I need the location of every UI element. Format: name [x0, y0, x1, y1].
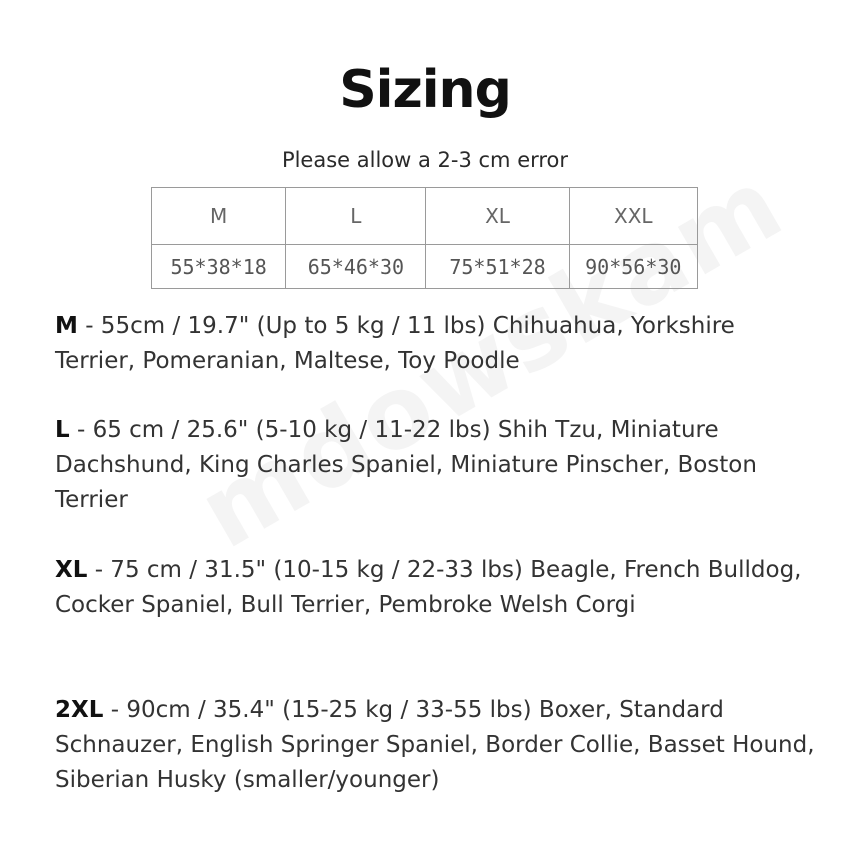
size-description-l	[55, 413, 815, 518]
size-description-m	[55, 309, 815, 379]
size-header-xxl: XXL	[569, 188, 697, 245]
size-label: 2XL	[55, 697, 104, 723]
size-text: - 75 cm / 31.5" (10-15 kg / 22-33 lbs) Beagle, French Bulldog, Cocker Spaniel, Bull Terrier, Pembroke Welsh Corgi	[55, 557, 802, 618]
dimension-xxl: 90*56*30	[569, 245, 697, 289]
size-label: XL	[55, 557, 88, 583]
size-label: M	[55, 313, 78, 339]
page-subtitle: Please allow a 2-3 cm error	[281, 148, 569, 172]
dimension-xl: 75*51*28	[426, 245, 569, 289]
size-table-header-row	[152, 188, 698, 245]
size-text: - 90cm / 35.4" (15-25 kg / 33-55 lbs) Boxer, Standard Schnauzer, English Springer Spaniel, Border Collie, Basset Hound, Siberian Husky (smaller/younger)	[55, 697, 815, 793]
size-label: L	[55, 417, 70, 443]
size-table-dimensions-row	[152, 245, 698, 289]
size-table	[151, 187, 698, 289]
size-header-m: M	[152, 188, 286, 245]
dimension-l: 65*46*30	[286, 245, 426, 289]
size-header-xl: XL	[426, 188, 569, 245]
size-description-2xl	[55, 693, 815, 798]
page-title: Sizing	[339, 60, 511, 120]
size-header-l: L	[286, 188, 426, 245]
size-text: - 55cm / 19.7" (Up to 5 kg / 11 lbs) Chihuahua, Yorkshire Terrier, Pomeranian, Maltese, Toy Poodle	[55, 313, 735, 374]
size-text: - 65 cm / 25.6" (5-10 kg / 11-22 lbs) Shih Tzu, Miniature Dachshund, King Charles Spaniel, Miniature Pinscher, Boston Terrier	[55, 417, 757, 513]
dimension-m: 55*38*18	[152, 245, 286, 289]
size-description-xl	[55, 553, 815, 623]
